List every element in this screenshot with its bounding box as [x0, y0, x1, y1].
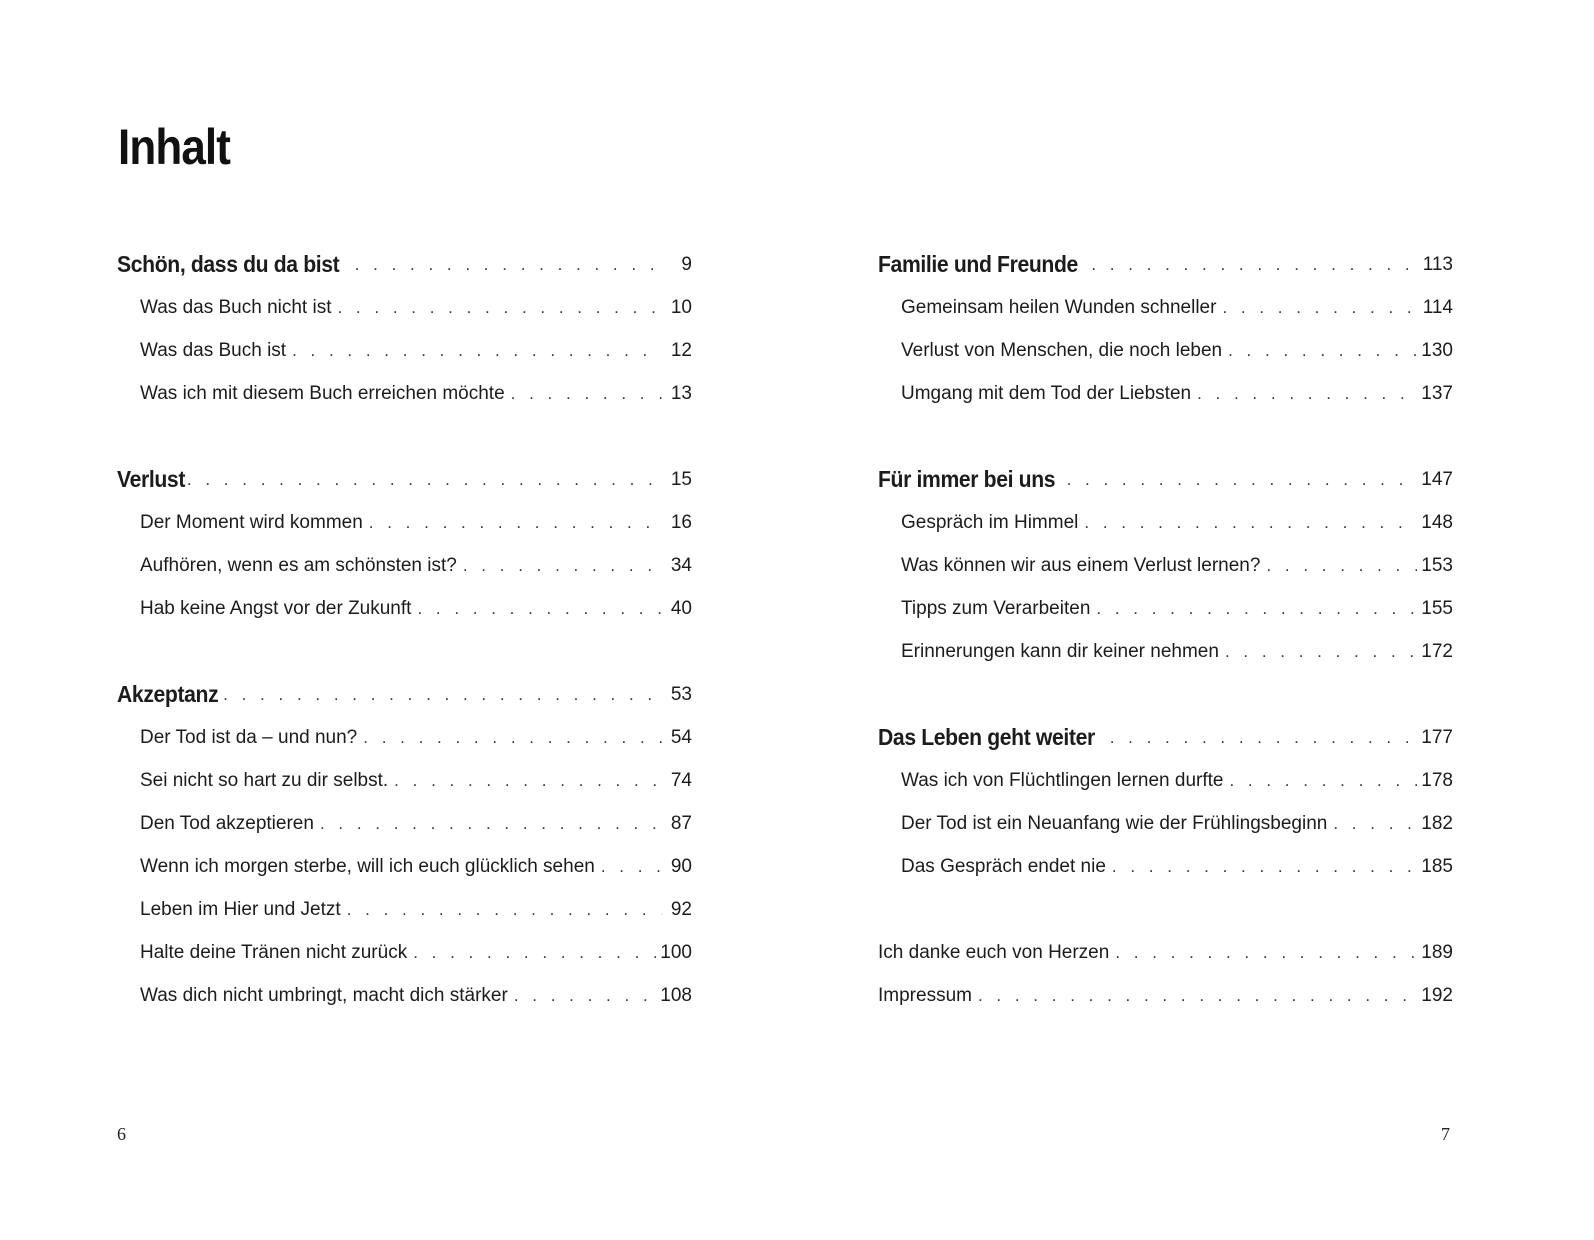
entry-page-number: 34	[670, 555, 692, 576]
entry-page-number: 53	[670, 684, 692, 705]
entry-page-number: 10	[670, 297, 692, 318]
entry-page-number: 15	[670, 469, 692, 490]
entry-title: Was ich mit diesem Buch erreichen möchte	[140, 383, 505, 404]
entry-page-number: 172	[1421, 641, 1453, 662]
entry-page-number: 189	[1421, 942, 1453, 963]
entry-page-number: 147	[1421, 469, 1453, 490]
toc-entry	[878, 974, 1453, 1017]
dot-leader	[1110, 716, 1418, 759]
entry-title: Was dich nicht umbringt, macht dich stärker	[140, 985, 508, 1006]
entry-page-number: 113	[1422, 254, 1453, 275]
entry-page-number: 192	[1421, 985, 1453, 1006]
entry-title: Das Gespräch endet nie	[901, 856, 1106, 877]
entry-title: Halte deine Tränen nicht zurück	[140, 942, 408, 963]
chapter-title: Für immer bei uns	[878, 466, 1056, 492]
entry-title: Erinnerungen kann dir keiner nehmen	[901, 641, 1219, 662]
dot-leader	[292, 329, 662, 372]
toc-chapter-entry	[117, 673, 692, 716]
dot-leader	[1222, 286, 1418, 329]
entry-title: Der Tod ist ein Neuanfang wie der Frühlingsbeginn	[901, 813, 1328, 834]
dot-leader	[187, 458, 662, 501]
dot-leader	[1096, 587, 1417, 630]
entry-page-number: 74	[670, 770, 692, 791]
entry-title: Umgang mit dem Tod der Liebsten	[901, 383, 1192, 404]
entry-page-number: 9	[681, 254, 692, 275]
entry-title: Impressum	[878, 985, 972, 1006]
entry-title: Wenn ich morgen sterbe, will ich euch glücklich sehen	[140, 856, 595, 877]
dot-leader	[355, 243, 662, 286]
toc-entry	[140, 802, 692, 845]
toc-chapter-entry	[878, 243, 1453, 286]
dot-leader	[1266, 544, 1417, 587]
toc-entry	[901, 286, 1453, 329]
entry-page-number: 155	[1421, 598, 1453, 619]
dot-leader	[347, 888, 662, 931]
entry-title: Ich danke euch von Herzen	[878, 942, 1110, 963]
entry-page-number: 153	[1421, 555, 1453, 576]
page-number-left: 6	[117, 1124, 126, 1144]
toc-entry	[140, 931, 692, 974]
toc-chapter-entry	[117, 458, 692, 501]
dot-leader	[1225, 630, 1417, 673]
entry-title: Was können wir aus einem Verlust lernen?	[901, 555, 1261, 576]
toc-entry	[140, 759, 692, 802]
dot-leader	[417, 587, 662, 630]
chapter-title: Schön, dass du da bist	[117, 251, 340, 277]
toc-entry	[140, 716, 692, 759]
dot-leader	[514, 974, 656, 1017]
toc-entry	[140, 888, 692, 931]
dot-leader	[511, 372, 662, 415]
entry-title: Der Moment wird kommen	[140, 512, 363, 533]
toc-entry	[140, 974, 692, 1017]
dot-leader	[463, 544, 662, 587]
dot-leader	[369, 501, 662, 544]
entry-page-number: 182	[1421, 813, 1453, 834]
toc-entry	[901, 630, 1453, 673]
toc-entry	[901, 501, 1453, 544]
toc-chapter-entry	[117, 243, 692, 286]
toc-entry	[140, 329, 692, 372]
entry-title: Aufhören, wenn es am schönsten ist?	[140, 555, 457, 576]
toc-entry	[140, 286, 692, 329]
toc-entry	[901, 587, 1453, 630]
entry-page-number: 185	[1421, 856, 1453, 877]
toc-entry	[140, 587, 692, 630]
toc-entry	[901, 544, 1453, 587]
dot-leader	[1091, 243, 1418, 286]
dot-leader	[413, 931, 656, 974]
entry-page-number: 108	[660, 985, 692, 1006]
entry-page-number: 178	[1421, 770, 1453, 791]
toc-entry	[901, 329, 1453, 372]
toc-entry	[140, 501, 692, 544]
entry-page-number: 177	[1421, 727, 1453, 748]
entry-page-number: 100	[660, 942, 692, 963]
dot-leader	[601, 845, 662, 888]
toc-entry	[140, 845, 692, 888]
dot-leader	[363, 716, 662, 759]
entry-title: Verlust von Menschen, die noch leben	[901, 340, 1223, 361]
entry-page-number: 130	[1421, 340, 1453, 361]
entry-page-number: 40	[670, 598, 692, 619]
entry-title: Den Tod akzeptieren	[140, 813, 314, 834]
dot-leader	[1112, 845, 1417, 888]
entry-page-number: 137	[1421, 383, 1453, 404]
toc-chapter-entry	[878, 458, 1453, 501]
entry-page-number: 114	[1422, 297, 1453, 318]
entry-title: Tipps zum Verarbeiten	[901, 598, 1091, 619]
entry-page-number: 13	[670, 383, 692, 404]
entry-page-number: 92	[670, 899, 692, 920]
entry-page-number: 87	[670, 813, 692, 834]
dot-leader	[1115, 931, 1417, 974]
entry-page-number: 12	[670, 340, 692, 361]
entry-title: Der Tod ist da – und nun?	[140, 727, 358, 748]
dot-leader	[337, 286, 662, 329]
chapter-title: Das Leben geht weiter	[878, 724, 1095, 750]
entry-title: Sei nicht so hart zu dir selbst.	[140, 770, 389, 791]
entry-title: Leben im Hier und Jetzt	[140, 899, 341, 920]
entry-page-number: 90	[670, 856, 692, 877]
dot-leader	[320, 802, 662, 845]
entry-page-number: 148	[1421, 512, 1453, 533]
toc-entry	[901, 845, 1453, 888]
toc-entry	[140, 372, 692, 415]
dot-leader	[394, 759, 662, 802]
chapter-title: Akzeptanz	[117, 681, 219, 707]
toc-entry	[901, 802, 1453, 845]
dot-leader	[1229, 759, 1417, 802]
toc-entry	[878, 931, 1453, 974]
dot-leader	[1197, 372, 1417, 415]
dot-leader	[223, 673, 662, 716]
toc-entry	[140, 544, 692, 587]
entry-title: Was das Buch nicht ist	[140, 297, 332, 318]
toc-chapter-entry	[878, 716, 1453, 759]
chapter-title: Familie und Freunde	[878, 251, 1078, 277]
entry-title: Hab keine Angst vor der Zukunft	[140, 598, 412, 619]
page-title: Inhalt	[118, 119, 231, 175]
entry-title: Gemeinsam heilen Wunden schneller	[901, 297, 1217, 318]
toc-entry	[901, 759, 1453, 802]
page-number-right: 7	[1441, 1124, 1450, 1144]
dot-leader	[1067, 458, 1418, 501]
dot-leader	[1333, 802, 1417, 845]
entry-title: Was das Buch ist	[140, 340, 287, 361]
entry-page-number: 16	[670, 512, 692, 533]
toc-entry	[901, 372, 1453, 415]
entry-page-number: 54	[670, 727, 692, 748]
dot-leader	[978, 974, 1417, 1017]
chapter-title: Verlust	[117, 466, 185, 492]
entry-title: Gespräch im Himmel	[901, 512, 1079, 533]
dot-leader	[1084, 501, 1417, 544]
dot-leader	[1228, 329, 1417, 372]
entry-title: Was ich von Flüchtlingen lernen durfte	[901, 770, 1224, 791]
